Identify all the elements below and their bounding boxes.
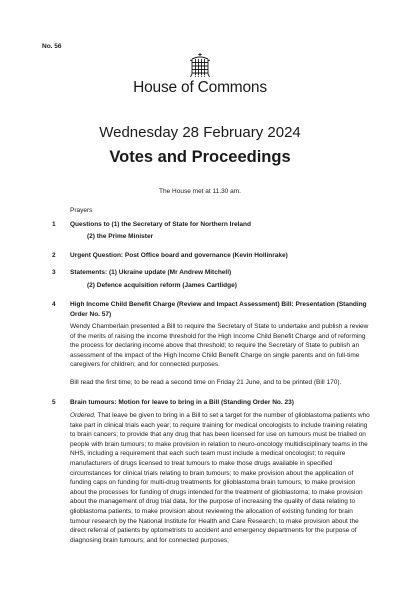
page-title: Votes and Proceedings [109,148,291,166]
item-heading: Questions to (1) the Secretary of State for Northern Ireland [70,221,251,228]
document-number: No. 56 [42,43,62,50]
item-heading: Brain tumours: Motion for leave to bring in a Bill (Standing Order No. 23) [70,399,294,406]
prayers-line: Prayers [70,207,93,214]
item-number: 2 [52,252,56,259]
house-met-line: The House met at 11.30 am. [159,188,241,195]
house-title: House of Commons [133,79,267,96]
item-number: 1 [52,221,56,228]
item-paragraph: Bill read the first time; to be read a second time on Friday 21 June, and to be printed (Bill 170). [70,379,342,386]
ordered-text: That leave be given to bring in a Bill to set a target for the number of glioblastoma patients who take part in clinical trials each year; to require training for medical oncologists to include training relating to brain cancers; to provide that any drug that has been licensed for use on tumours must be trialled on people with brain tumours; to make provision in relation to neuro-oncology multidisciplinary teams in the NHS, including a requirement that each such team must include a medical oncologist; to require manufacturers of drugs licensed to treat tumours to make those drugs available in specified circumstances for clinical trials relating to brain tumours; to make provision about the application of funding caps on funding for multi-drug treatments for glioblastoma brain tumours; to make provision about the processes for funding of drugs intended for the treatment of glioblastoma; to make provision about the management of drug trial data, for the purpose of increasing the quality of data relating to glioblastoma patients; to make provision about reviewing the allocation of existing funding for brain tumour research by the National Institute for Health and Care Research; to make provision about the direct referral of patients by optometrists to accident and emergency departments for the purpose of diagnosing brain tumours; and for connected purposes; [70,412,370,544]
portcullis-crest-icon [189,52,211,78]
item-subheading: (2) Defence acquisition reform (James Cartlidge) [87,282,237,289]
item-number: 4 [52,301,56,308]
sitting-date: Wednesday 28 February 2024 [99,124,301,141]
item-heading: High Income Child Benefit Charge (Review and Impact Assessment) Bill: Presentation (Standing Order No. 57) [70,301,367,318]
item-heading: Urgent Question: Post Office board and governance (Kevin Hollinrake) [70,252,288,259]
item-heading: Statements: (1) Ukraine update (Mr Andrew Mitchell) [70,269,232,276]
item-subheading: (2) the Prime Minister [87,233,154,240]
item-number: 3 [52,269,56,276]
ordered-label: Ordered, [70,412,96,419]
item-paragraph [70,411,370,545]
item-paragraph: Wendy Chamberlain presented a Bill to require the Secretary of State to undertake and publish a review of the merits of raising the income threshold for the High Income Child Benefit Charge and of reforming the process for declaring income above that threshold; to require the Secretary of State to publish an assessment of the impact of the High Income Child Benefit Charge on single parents and on full-time caregivers for children; and for connected purposes. [70,323,369,369]
item-number: 5 [52,399,56,406]
